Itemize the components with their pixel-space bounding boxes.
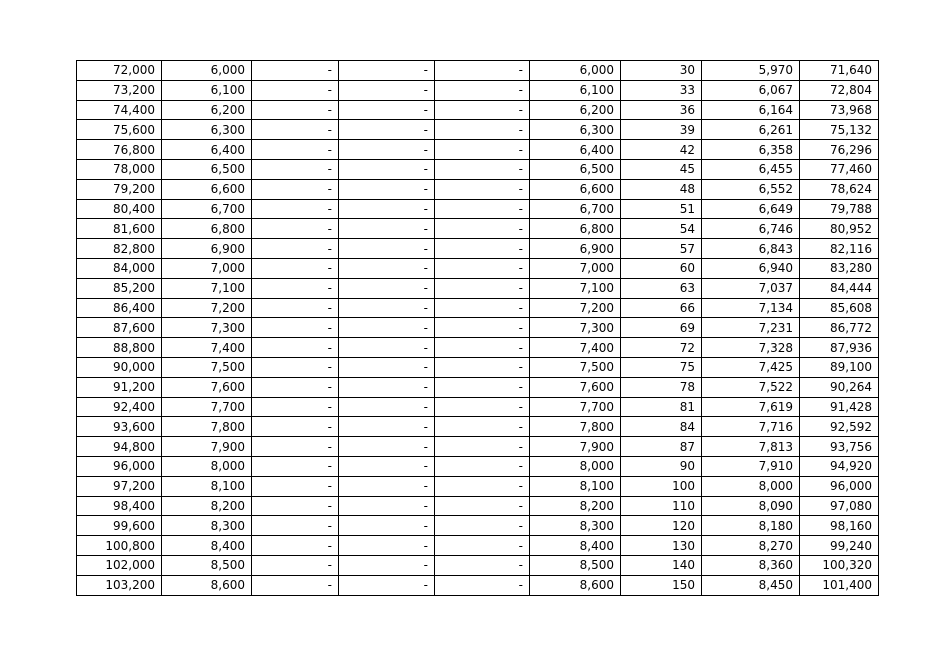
- table-cell: 80,400: [77, 199, 162, 219]
- table-cell: -: [339, 80, 435, 100]
- table-cell: 66: [621, 298, 702, 318]
- table-cell: -: [252, 575, 339, 595]
- table-row: [77, 536, 879, 556]
- table-cell: -: [435, 357, 530, 377]
- table-cell: 75,132: [800, 120, 879, 140]
- table-cell: 97,080: [800, 496, 879, 516]
- table-row: [77, 417, 879, 437]
- table-cell: 102,000: [77, 555, 162, 575]
- table-cell: -: [339, 516, 435, 536]
- table-cell: 74,400: [77, 100, 162, 120]
- table-cell: -: [435, 258, 530, 278]
- table-row: [77, 575, 879, 595]
- table-row: [77, 397, 879, 417]
- table-cell: 48: [621, 179, 702, 199]
- table-cell: -: [339, 357, 435, 377]
- table-row: [77, 199, 879, 219]
- table-cell: -: [339, 476, 435, 496]
- table-cell: 101,400: [800, 575, 879, 595]
- table-cell: 8,200: [162, 496, 252, 516]
- table-row: [77, 555, 879, 575]
- table-body: [77, 61, 879, 596]
- table-cell: 5,970: [702, 61, 800, 81]
- table-cell: 6,300: [162, 120, 252, 140]
- table-cell: 6,200: [162, 100, 252, 120]
- table-cell: 92,592: [800, 417, 879, 437]
- table-cell: 73,968: [800, 100, 879, 120]
- table-cell: 6,164: [702, 100, 800, 120]
- table-cell: -: [339, 536, 435, 556]
- table-row: [77, 516, 879, 536]
- table-cell: -: [435, 456, 530, 476]
- table-cell: -: [435, 278, 530, 298]
- table-cell: -: [339, 377, 435, 397]
- table-cell: -: [252, 120, 339, 140]
- table-cell: 7,000: [530, 258, 621, 278]
- table-cell: 6,000: [162, 61, 252, 81]
- table-row: [77, 258, 879, 278]
- table-cell: -: [435, 516, 530, 536]
- table-cell: 8,400: [530, 536, 621, 556]
- table-cell: 100,800: [77, 536, 162, 556]
- table-cell: -: [252, 258, 339, 278]
- table-cell: 7,400: [530, 338, 621, 358]
- table-cell: 92,400: [77, 397, 162, 417]
- table-cell: -: [252, 496, 339, 516]
- table-cell: -: [252, 536, 339, 556]
- table-cell: -: [339, 100, 435, 120]
- table-cell: 6,843: [702, 239, 800, 259]
- table-cell: 77,460: [800, 159, 879, 179]
- table-cell: 8,000: [530, 456, 621, 476]
- table-cell: 76,800: [77, 140, 162, 160]
- table-cell: -: [339, 397, 435, 417]
- table-cell: 7,037: [702, 278, 800, 298]
- table-cell: 6,500: [530, 159, 621, 179]
- table-cell: -: [339, 239, 435, 259]
- table-cell: 86,772: [800, 318, 879, 338]
- table-cell: -: [435, 417, 530, 437]
- table-cell: -: [252, 80, 339, 100]
- table-row: [77, 298, 879, 318]
- table-cell: -: [252, 318, 339, 338]
- table-cell: 6,600: [162, 179, 252, 199]
- table-cell: 8,000: [162, 456, 252, 476]
- table-row: [77, 61, 879, 81]
- table-cell: 99,600: [77, 516, 162, 536]
- table-cell: 90: [621, 456, 702, 476]
- table-cell: -: [339, 496, 435, 516]
- table-row: [77, 357, 879, 377]
- table-cell: 96,000: [77, 456, 162, 476]
- table-cell: 7,100: [530, 278, 621, 298]
- table-cell: 81,600: [77, 219, 162, 239]
- table-cell: 7,800: [530, 417, 621, 437]
- table-cell: 51: [621, 199, 702, 219]
- table-row: [77, 140, 879, 160]
- table-cell: -: [339, 555, 435, 575]
- table-cell: 6,900: [530, 239, 621, 259]
- table-cell: 71,640: [800, 61, 879, 81]
- table-cell: 8,180: [702, 516, 800, 536]
- table-row: [77, 456, 879, 476]
- table-cell: 96,000: [800, 476, 879, 496]
- table-cell: 6,100: [162, 80, 252, 100]
- table-cell: -: [435, 555, 530, 575]
- table-cell: 75: [621, 357, 702, 377]
- table-cell: 7,500: [162, 357, 252, 377]
- table-cell: 6,400: [530, 140, 621, 160]
- table-cell: 8,300: [162, 516, 252, 536]
- table-cell: 7,300: [530, 318, 621, 338]
- table-cell: 7,800: [162, 417, 252, 437]
- table-cell: 85,200: [77, 278, 162, 298]
- table-cell: -: [252, 338, 339, 358]
- table-cell: 7,425: [702, 357, 800, 377]
- table-cell: 72,804: [800, 80, 879, 100]
- table-cell: 6,300: [530, 120, 621, 140]
- table-cell: 6,700: [530, 199, 621, 219]
- table-cell: 7,700: [162, 397, 252, 417]
- table-cell: 7,910: [702, 456, 800, 476]
- table-cell: -: [252, 278, 339, 298]
- table-cell: -: [252, 159, 339, 179]
- table-cell: 7,200: [530, 298, 621, 318]
- table-cell: 78,000: [77, 159, 162, 179]
- table-cell: -: [252, 140, 339, 160]
- table-cell: 99,240: [800, 536, 879, 556]
- table-cell: 140: [621, 555, 702, 575]
- table-cell: 87,600: [77, 318, 162, 338]
- table-cell: 7,500: [530, 357, 621, 377]
- table-cell: -: [435, 61, 530, 81]
- table-cell: -: [339, 258, 435, 278]
- table-cell: 72: [621, 338, 702, 358]
- table-cell: -: [339, 219, 435, 239]
- table-cell: -: [252, 179, 339, 199]
- table-cell: -: [435, 318, 530, 338]
- table-cell: 75,600: [77, 120, 162, 140]
- table-cell: -: [339, 456, 435, 476]
- table-cell: 7,100: [162, 278, 252, 298]
- table-cell: 8,500: [162, 555, 252, 575]
- table-row: [77, 377, 879, 397]
- table-cell: 8,100: [162, 476, 252, 496]
- table-cell: 7,600: [162, 377, 252, 397]
- table-cell: 84,444: [800, 278, 879, 298]
- table-cell: 85,608: [800, 298, 879, 318]
- table-cell: 98,400: [77, 496, 162, 516]
- table-cell: 33: [621, 80, 702, 100]
- table-cell: 7,900: [162, 437, 252, 457]
- table-cell: -: [435, 298, 530, 318]
- table-cell: 91,428: [800, 397, 879, 417]
- table-cell: -: [339, 338, 435, 358]
- table-cell: -: [252, 239, 339, 259]
- table-cell: -: [339, 318, 435, 338]
- table-cell: 6,552: [702, 179, 800, 199]
- table-cell: 84,000: [77, 258, 162, 278]
- table-cell: 6,649: [702, 199, 800, 219]
- table-cell: -: [252, 219, 339, 239]
- table-cell: 7,328: [702, 338, 800, 358]
- table-row: [77, 239, 879, 259]
- table-row: [77, 318, 879, 338]
- table-cell: 8,300: [530, 516, 621, 536]
- table-row: [77, 80, 879, 100]
- table-cell: 79,200: [77, 179, 162, 199]
- table-cell: 8,450: [702, 575, 800, 595]
- table-cell: 6,067: [702, 80, 800, 100]
- table-cell: 54: [621, 219, 702, 239]
- table-cell: 8,600: [530, 575, 621, 595]
- table-cell: -: [252, 437, 339, 457]
- table-cell: 98,160: [800, 516, 879, 536]
- table-cell: -: [252, 397, 339, 417]
- table-cell: 100,320: [800, 555, 879, 575]
- table-cell: 7,300: [162, 318, 252, 338]
- table-cell: 86,400: [77, 298, 162, 318]
- table-cell: -: [435, 476, 530, 496]
- table-cell: 83,280: [800, 258, 879, 278]
- table-cell: 88,800: [77, 338, 162, 358]
- table-cell: 7,200: [162, 298, 252, 318]
- table-cell: 8,200: [530, 496, 621, 516]
- table-cell: -: [435, 100, 530, 120]
- table-cell: -: [339, 575, 435, 595]
- table-cell: 78: [621, 377, 702, 397]
- table-cell: -: [252, 516, 339, 536]
- table-cell: -: [435, 199, 530, 219]
- table-cell: 94,800: [77, 437, 162, 457]
- table-cell: -: [435, 239, 530, 259]
- table-cell: 100: [621, 476, 702, 496]
- table-cell: 87,936: [800, 338, 879, 358]
- table-cell: -: [252, 199, 339, 219]
- table-cell: -: [252, 298, 339, 318]
- table-cell: -: [339, 199, 435, 219]
- table-row: [77, 338, 879, 358]
- table-cell: 45: [621, 159, 702, 179]
- table-cell: 130: [621, 536, 702, 556]
- table-cell: 93,756: [800, 437, 879, 457]
- table-cell: 8,400: [162, 536, 252, 556]
- table-cell: 6,400: [162, 140, 252, 160]
- table-cell: -: [435, 377, 530, 397]
- table-cell: 36: [621, 100, 702, 120]
- table-cell: -: [435, 219, 530, 239]
- table-cell: 97,200: [77, 476, 162, 496]
- table-cell: 6,261: [702, 120, 800, 140]
- table-cell: 6,600: [530, 179, 621, 199]
- table-cell: -: [339, 61, 435, 81]
- table-cell: 30: [621, 61, 702, 81]
- table-cell: 7,813: [702, 437, 800, 457]
- table-cell: 6,100: [530, 80, 621, 100]
- table-cell: -: [339, 278, 435, 298]
- table-cell: 78,624: [800, 179, 879, 199]
- table-cell: 8,090: [702, 496, 800, 516]
- table-cell: -: [435, 536, 530, 556]
- table-cell: 82,800: [77, 239, 162, 259]
- table-cell: -: [339, 298, 435, 318]
- table-cell: 7,400: [162, 338, 252, 358]
- table-cell: 120: [621, 516, 702, 536]
- table-cell: 6,500: [162, 159, 252, 179]
- table-cell: 7,134: [702, 298, 800, 318]
- table-cell: 6,000: [530, 61, 621, 81]
- table-cell: 39: [621, 120, 702, 140]
- table-cell: -: [435, 159, 530, 179]
- table-cell: 82,116: [800, 239, 879, 259]
- table-cell: 8,270: [702, 536, 800, 556]
- table-cell: 7,522: [702, 377, 800, 397]
- table-cell: 60: [621, 258, 702, 278]
- table-cell: -: [252, 417, 339, 437]
- table-row: [77, 278, 879, 298]
- table-cell: -: [339, 159, 435, 179]
- table-cell: 6,940: [702, 258, 800, 278]
- table-cell: -: [339, 140, 435, 160]
- table-cell: 6,800: [530, 219, 621, 239]
- table-cell: 93,600: [77, 417, 162, 437]
- data-table: [76, 60, 879, 596]
- table-cell: 69: [621, 318, 702, 338]
- table-cell: 7,700: [530, 397, 621, 417]
- table-cell: 7,900: [530, 437, 621, 457]
- table-row: [77, 179, 879, 199]
- table-cell: 7,619: [702, 397, 800, 417]
- table-cell: -: [435, 120, 530, 140]
- table-cell: 81: [621, 397, 702, 417]
- table-cell: -: [252, 377, 339, 397]
- table-cell: -: [339, 417, 435, 437]
- table-cell: 6,700: [162, 199, 252, 219]
- table-cell: 63: [621, 278, 702, 298]
- table-cell: -: [435, 575, 530, 595]
- table-cell: 110: [621, 496, 702, 516]
- table-cell: 8,600: [162, 575, 252, 595]
- table-cell: -: [435, 80, 530, 100]
- table-cell: 73,200: [77, 80, 162, 100]
- table-cell: 84: [621, 417, 702, 437]
- table-cell: 6,358: [702, 140, 800, 160]
- table-cell: 6,200: [530, 100, 621, 120]
- table-cell: -: [435, 140, 530, 160]
- table-cell: 42: [621, 140, 702, 160]
- table-cell: 8,100: [530, 476, 621, 496]
- table-cell: 89,100: [800, 357, 879, 377]
- table-cell: -: [252, 555, 339, 575]
- table-cell: 76,296: [800, 140, 879, 160]
- table-cell: 94,920: [800, 456, 879, 476]
- table-cell: -: [339, 437, 435, 457]
- table-cell: 103,200: [77, 575, 162, 595]
- table-cell: 79,788: [800, 199, 879, 219]
- table-cell: -: [435, 397, 530, 417]
- table-cell: -: [435, 437, 530, 457]
- table-cell: 7,000: [162, 258, 252, 278]
- table-cell: 91,200: [77, 377, 162, 397]
- table-cell: 6,455: [702, 159, 800, 179]
- table-cell: 8,360: [702, 555, 800, 575]
- table-cell: 80,952: [800, 219, 879, 239]
- table-cell: -: [435, 338, 530, 358]
- table-row: [77, 476, 879, 496]
- table-cell: 90,000: [77, 357, 162, 377]
- table-cell: -: [252, 100, 339, 120]
- table-cell: -: [339, 120, 435, 140]
- table-cell: -: [252, 456, 339, 476]
- table-cell: 72,000: [77, 61, 162, 81]
- table-cell: 8,000: [702, 476, 800, 496]
- table-row: [77, 219, 879, 239]
- table-cell: -: [252, 357, 339, 377]
- table-cell: -: [252, 476, 339, 496]
- table-cell: -: [435, 179, 530, 199]
- table-cell: 6,800: [162, 219, 252, 239]
- table-cell: 6,900: [162, 239, 252, 259]
- table-row: [77, 496, 879, 516]
- table-cell: 8,500: [530, 555, 621, 575]
- table-cell: 87: [621, 437, 702, 457]
- table-cell: 150: [621, 575, 702, 595]
- table-cell: 7,600: [530, 377, 621, 397]
- table-cell: 6,746: [702, 219, 800, 239]
- table-cell: 7,231: [702, 318, 800, 338]
- table-cell: -: [435, 496, 530, 516]
- table-row: [77, 159, 879, 179]
- table-cell: 90,264: [800, 377, 879, 397]
- table-row: [77, 100, 879, 120]
- table-cell: -: [252, 61, 339, 81]
- table-cell: 57: [621, 239, 702, 259]
- table-row: [77, 120, 879, 140]
- table-row: [77, 437, 879, 457]
- table-cell: -: [339, 179, 435, 199]
- table-cell: 7,716: [702, 417, 800, 437]
